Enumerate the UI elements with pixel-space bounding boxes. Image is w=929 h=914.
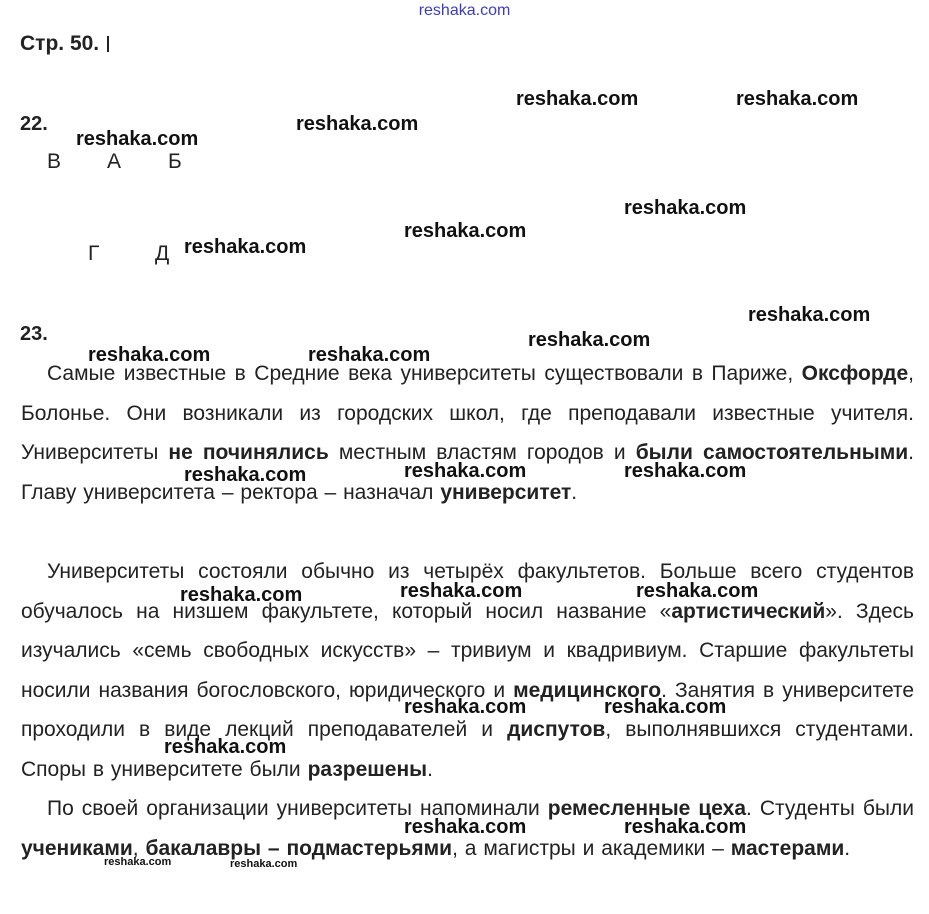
watermark: reshaka.com <box>400 580 523 602</box>
watermark: reshaka.com <box>404 696 527 718</box>
keyword: были самостоятельными <box>635 441 909 464</box>
watermark: reshaka.com <box>76 128 199 150</box>
task-22-number: 22. <box>20 113 48 135</box>
keyword: артистический <box>671 599 826 623</box>
keyword: ремесленные цеха <box>547 797 746 820</box>
watermark: reshaka.com <box>624 460 747 482</box>
page-number: Стр. 50. <box>20 32 100 55</box>
keyword: диспутов <box>507 718 606 741</box>
watermark: reshaka.com <box>624 197 747 219</box>
watermark: reshaka.com <box>296 113 419 135</box>
watermark-small: reshaka.com <box>230 858 298 870</box>
watermark: reshaka.com <box>404 220 527 242</box>
watermark: reshaka.com <box>516 88 639 110</box>
paragraph-2: Университеты состояли обычно из четырёх факультетов. Больше всего студентов обучалось на низшем факультете, который носил название «артистический». Здесь изучались «семь свободных искусств» – тривиум и квадривиум. Старшие факультеты носили названия богословского, юридического и медицинского. Занятия в университете проходили в виде лекций преподавателей и диспутов, выполнявшихся студентами. Споры в университете были разрешены. <box>21 560 914 781</box>
watermark-small: reshaka.com <box>104 856 172 868</box>
watermark: reshaka.com <box>624 816 747 838</box>
watermark: reshaka.com <box>308 344 431 366</box>
keyword: медицинского <box>513 678 662 702</box>
watermark: reshaka.com <box>404 816 527 838</box>
watermark: reshaka.com <box>184 236 307 258</box>
page-label <box>20 32 109 56</box>
watermark: reshaka.com <box>88 344 211 366</box>
watermark: reshaka.com <box>528 329 651 351</box>
keyword: учениками <box>21 836 133 860</box>
watermark: reshaka.com <box>180 584 303 606</box>
keyword: мастерами <box>730 836 845 860</box>
answer-letter: А <box>107 150 122 173</box>
paragraph-1: Самые известные в Средние века университеты существовали в Париже, Оксфорде, Болонье. Они возникали из городских школ, где преподавали известные учителя. Университеты не починялись местным властям городов и были самостоятельными. Главу университета – ректора – назначал университет. <box>21 362 914 504</box>
watermark: reshaka.com <box>604 696 727 718</box>
keyword: не починялись <box>168 441 329 464</box>
paragraph-3: По своей организации университеты напоминали ремесленные цеха. Студенты были учениками, бакалавры – подмастерьями, а магистры и академики – мастерами. <box>21 797 914 860</box>
keyword: университет <box>440 480 572 504</box>
keyword: разрешены <box>307 757 428 781</box>
watermark: reshaka.com <box>164 736 287 758</box>
answer-letter: Д <box>155 242 170 265</box>
answer-letter: В <box>47 150 62 173</box>
answer-letter: Б <box>168 150 182 173</box>
site-name[interactable]: reshaka.com <box>418 2 511 19</box>
watermark: reshaka.com <box>748 304 871 326</box>
answer-letter: Г <box>88 242 100 265</box>
watermark: reshaka.com <box>736 88 859 110</box>
keyword: Оксфорде <box>801 362 909 385</box>
watermark: reshaka.com <box>404 460 527 482</box>
task-23-number: 23. <box>20 323 48 345</box>
keyword: бакалавры – подмастерьями <box>145 836 453 860</box>
watermark: reshaka.com <box>184 464 307 486</box>
watermark: reshaka.com <box>636 580 759 602</box>
text-cursor-mark <box>107 36 109 52</box>
